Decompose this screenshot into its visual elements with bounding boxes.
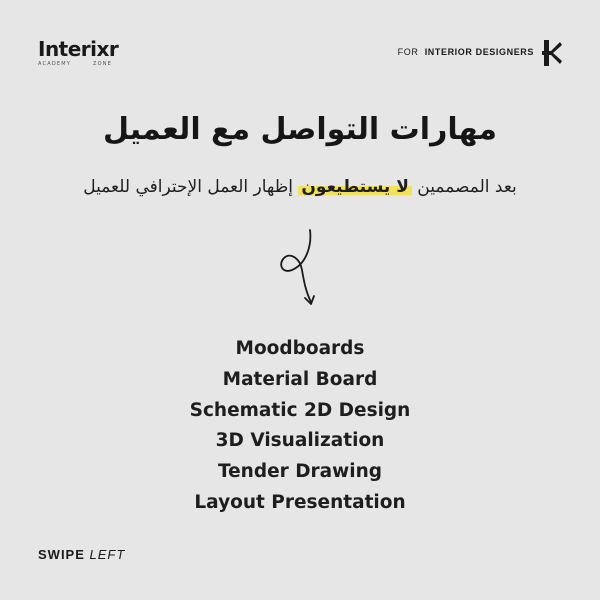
subtitle-highlight: لا يستطيعون — [298, 177, 411, 197]
header-tagline — [398, 47, 534, 57]
logo-sub-left: ACADEMY — [38, 61, 72, 67]
brand-mark-icon — [542, 40, 562, 66]
tagline-strong: INTERIOR DESIGNERS — [424, 47, 534, 57]
list-item: Material Board — [222, 368, 378, 390]
swipe-hint — [38, 547, 125, 562]
swipe-bold: SWIPE — [38, 547, 85, 562]
logo-wordmark: Interixr — [38, 37, 119, 61]
page-title: مهارات التواصل مع العميل — [102, 112, 497, 147]
tagline-prefix: FOR — [397, 47, 419, 57]
logo-subline — [38, 61, 112, 67]
list-item: Schematic 2D Design — [189, 399, 411, 421]
list-item: Tender Drawing — [217, 461, 383, 483]
loop-arrow-icon — [270, 228, 330, 312]
brand-logo — [38, 38, 128, 72]
list-item: 3D Visualization — [215, 430, 385, 452]
logo-sub-right: ZONE — [92, 61, 112, 67]
list-item: Layout Presentation — [194, 491, 406, 513]
subtitle-before: بعد المصممين — [417, 177, 517, 197]
page-subtitle — [20, 173, 580, 201]
list-item: Moodboards — [235, 338, 365, 359]
subtitle-after: إظهار العمل الإحترافي للعميل — [83, 177, 294, 197]
swipe-italic: LEFT — [89, 547, 126, 562]
services-list — [0, 334, 600, 519]
